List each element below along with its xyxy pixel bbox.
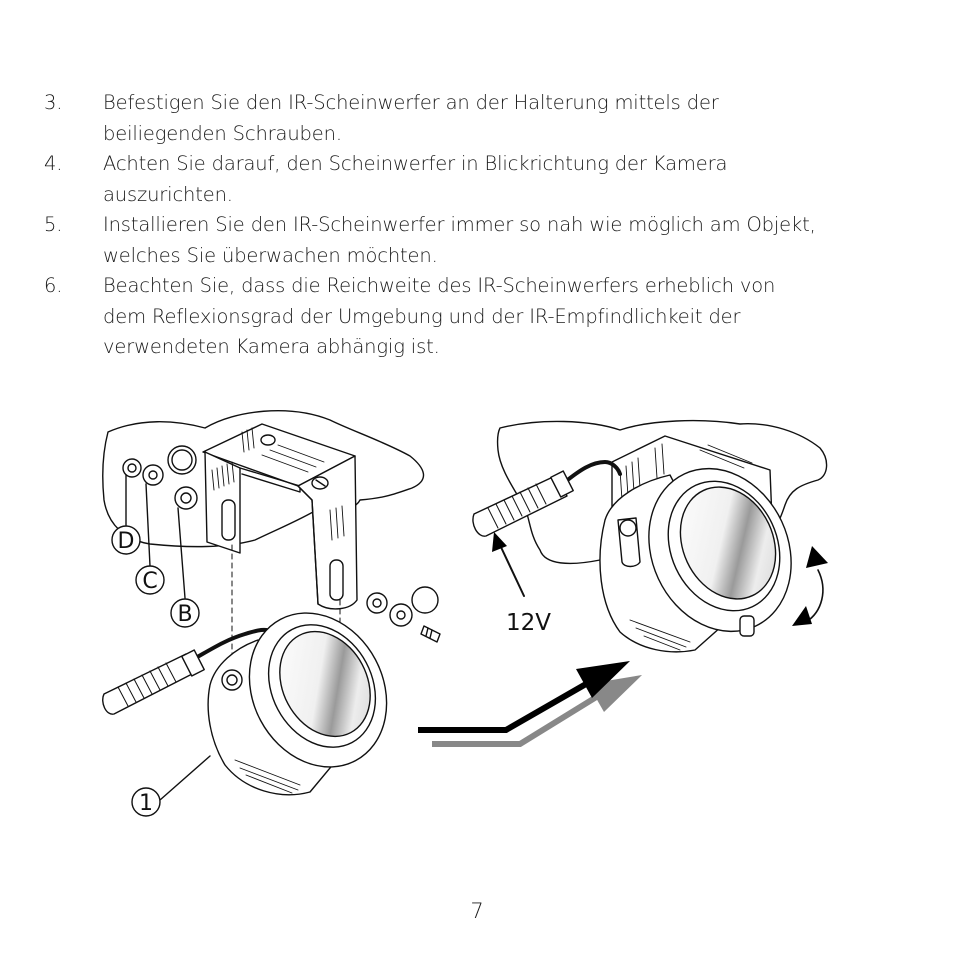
step-line: Befestigen Sie den IR-Scheinwerfer an der Halterung mittels der — [103, 91, 719, 114]
exploded-view — [103, 411, 440, 816]
installation-illustration — [0, 400, 954, 860]
step-text — [103, 149, 904, 210]
label-c: C — [142, 569, 158, 594]
step-line: Installieren Sie den IR-Scheinwerfer immer so nah wie möglich am Objekt, — [103, 213, 816, 236]
step-5 — [44, 210, 904, 271]
transition-arrows — [418, 661, 642, 744]
step-number: 5. — [44, 213, 63, 236]
step-text — [103, 88, 904, 149]
step-line: dem Reflexionsgrad der Umgebung und der IR-Empfindlichkeit der — [103, 304, 741, 328]
step-number: 4. — [44, 152, 63, 175]
step-line: beiliegenden Schrauben. — [103, 121, 342, 145]
washer — [412, 587, 438, 613]
rotation-arrow-down — [792, 606, 812, 626]
label-1: 1 — [139, 791, 153, 816]
step-line: Beachten Sie, dass die Reichweite des IR-Scheinwerfers erheblich von — [103, 274, 776, 297]
power-connector — [103, 654, 196, 714]
mount-hole — [222, 670, 242, 690]
step-number: 6. — [44, 274, 63, 297]
washer — [123, 459, 141, 477]
step-6 — [44, 271, 904, 363]
instruction-list — [44, 88, 904, 363]
voltage-arrow-head — [492, 532, 507, 552]
step-3 — [44, 88, 904, 149]
voltage-label: 12V — [506, 610, 552, 636]
power-connector — [473, 476, 567, 536]
step-line: verwendeten Kamera abhängig ist. — [103, 335, 440, 358]
washer — [175, 487, 197, 509]
step-number: 3. — [44, 91, 63, 114]
step-line: auszurichten. — [103, 182, 233, 206]
washer — [390, 604, 412, 626]
washer — [143, 465, 163, 485]
label-d: D — [117, 529, 135, 554]
step-line: Achten Sie darauf, den Scheinwerfer in Blickrichtung der Kamera — [103, 152, 728, 175]
step-line: welches Sie überwachen möchten. — [103, 243, 438, 267]
label-b: B — [177, 602, 193, 627]
page-number: 7 — [470, 899, 484, 923]
step-text — [103, 271, 904, 363]
washer — [367, 593, 387, 613]
step-4 — [44, 149, 904, 210]
step-text — [103, 210, 904, 271]
rotation-arrow-up — [806, 546, 828, 568]
